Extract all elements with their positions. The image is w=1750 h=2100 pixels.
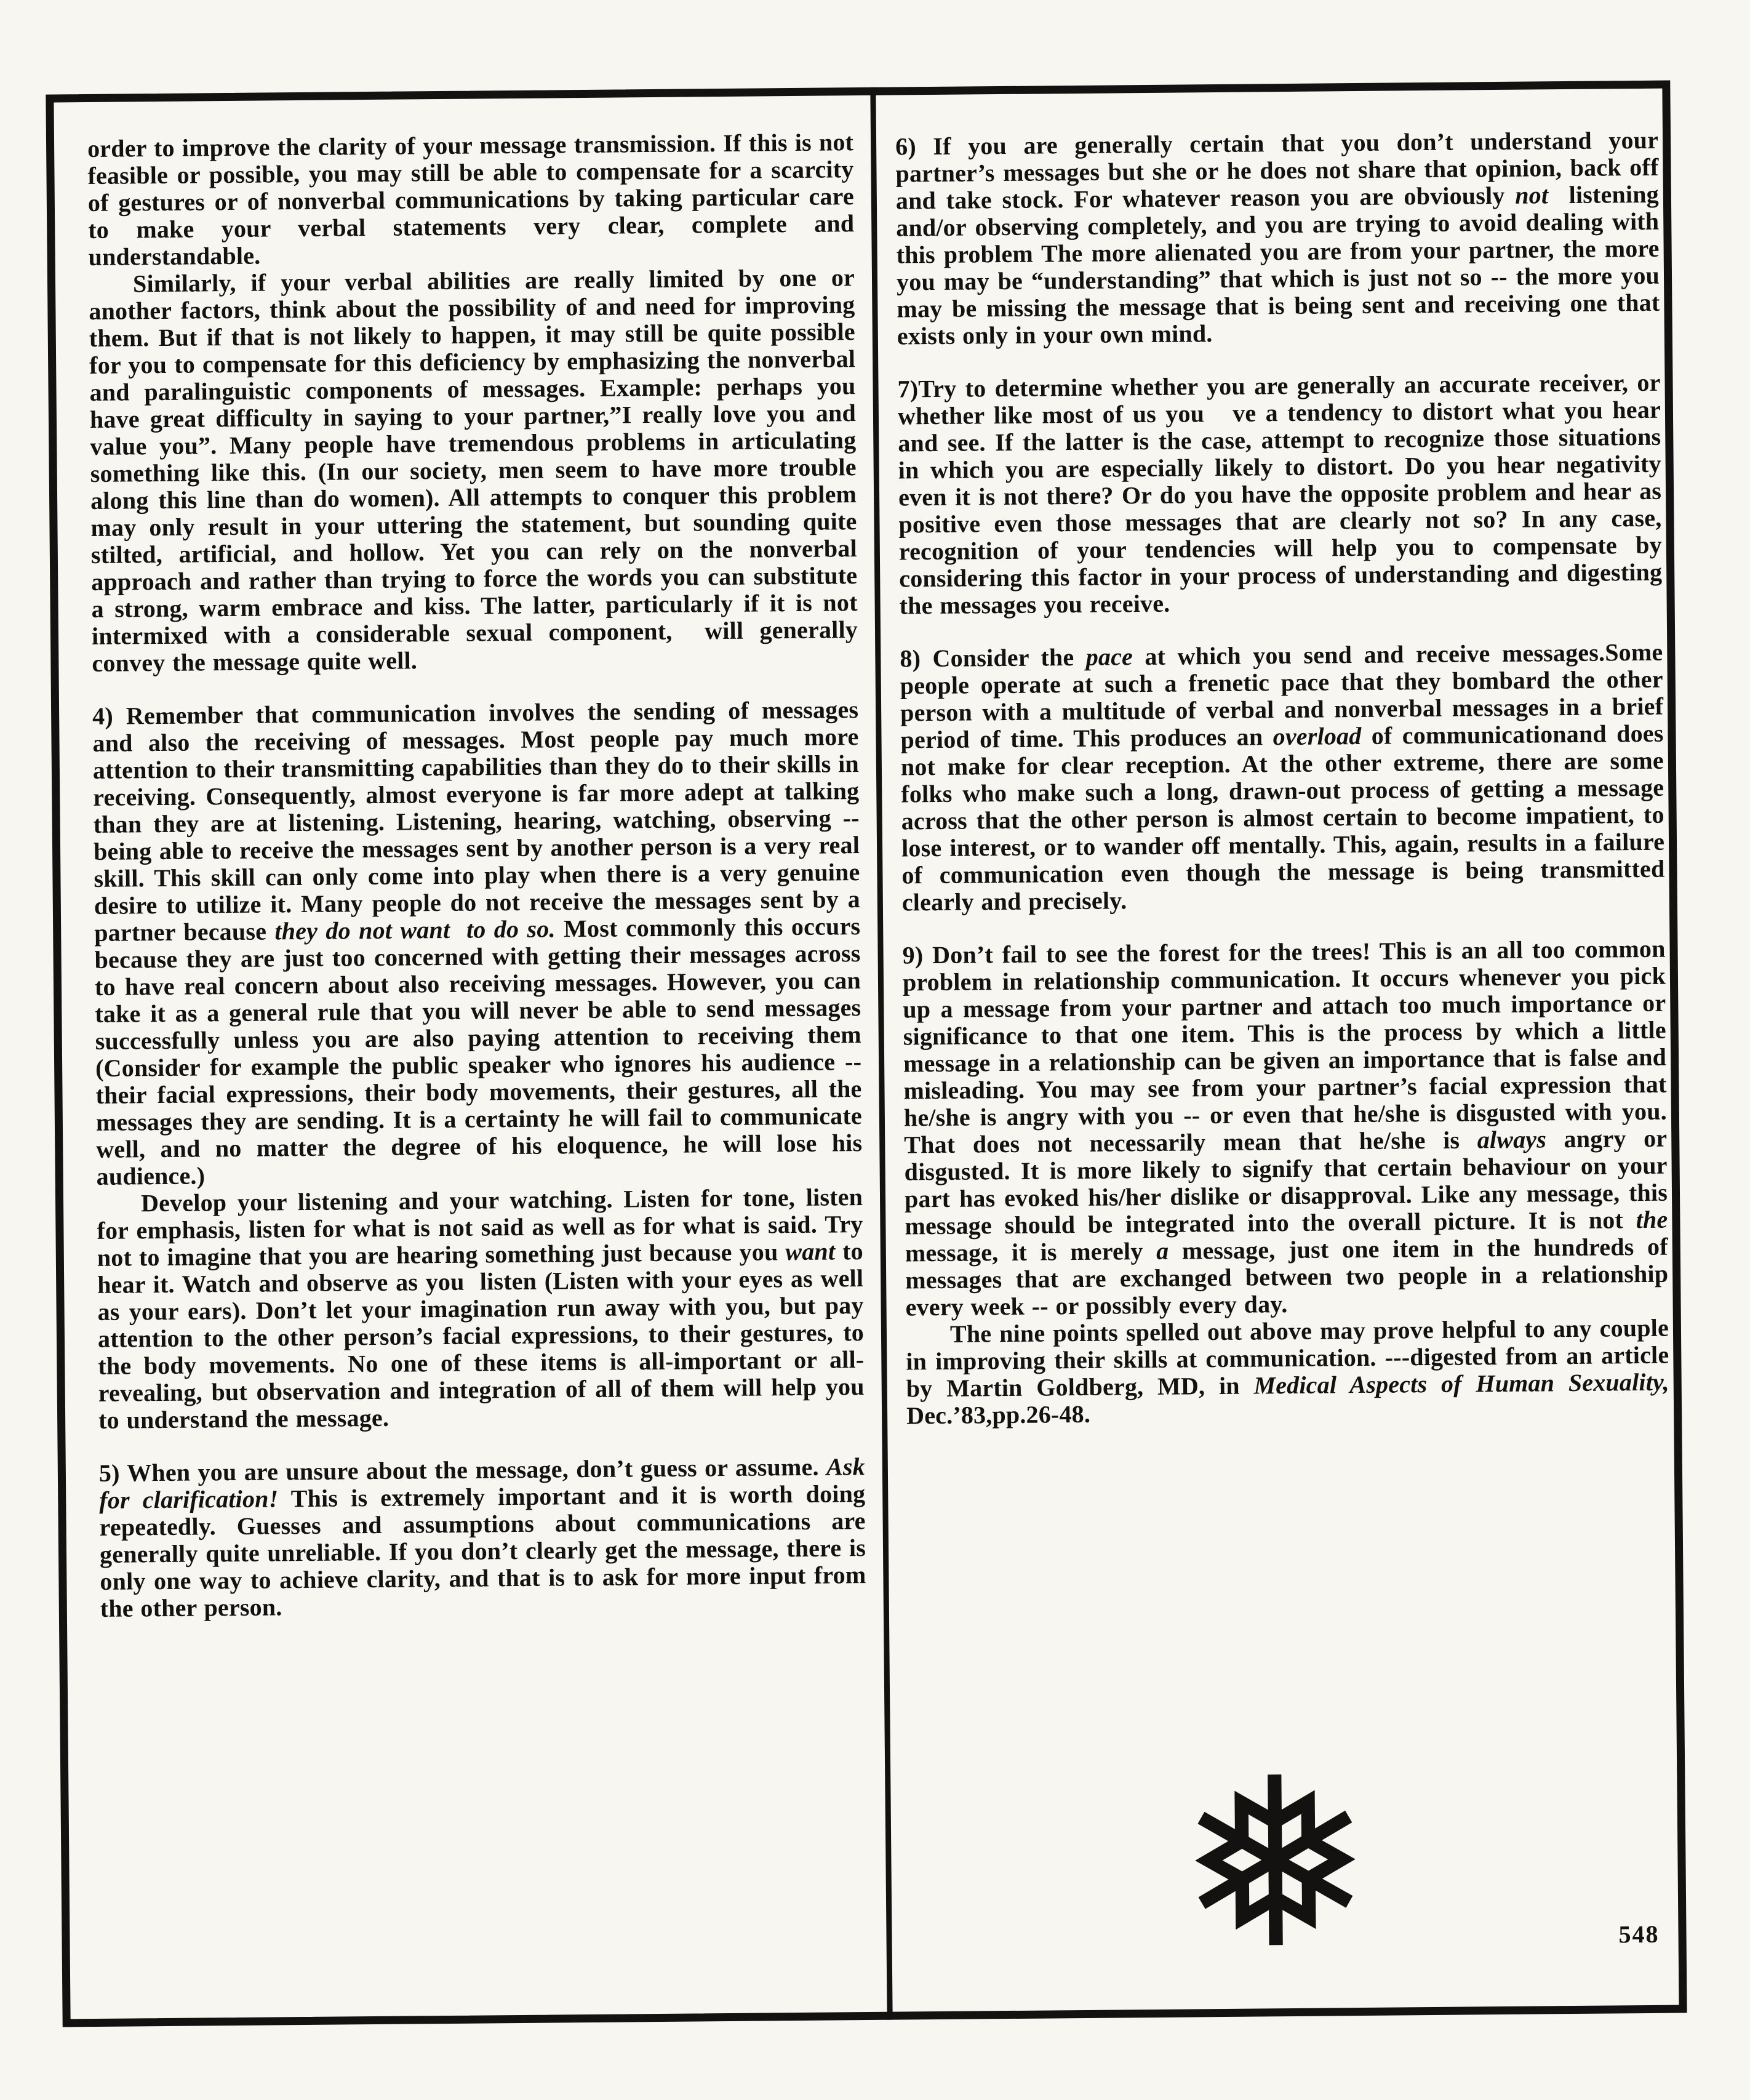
text-run: Most commonly this occurs because they are just too concerned with getting their messages across to have real concern about also receiving messages. However, you can take it as a general rule that you will never be able to send messages successfully unless you are also paying attention to receiving them (Consider for example the public speaker who ignores his audience -- their facial expressions, their body movements, their gestures, all the messages they are sending. It is a certainty he will fail to communicate well, and no matter the degree of his eloquence, he will lose his audience.) bbox=[94, 912, 863, 1190]
text-run: 7)Try to determine whether you are generally an accurate receiver, or whether like most of us you ve a tendency to distort what you hear and see. If the latter is the case, attempt to recognize those situations in which you are especially likely to distort. Do you hear negativity even it is not there? Or do you have the opposite problem and hear as positive even those messages that are clearly not so? In any case, recognition of your tendencies will help you to compensate by considering this factor in your process of understanding and digesting the messages you receive. bbox=[897, 368, 1663, 620]
text-run: message, it is merely bbox=[905, 1236, 1157, 1267]
right-column bbox=[895, 127, 1669, 1430]
paragraph bbox=[97, 1184, 865, 1434]
paragraph bbox=[900, 639, 1665, 916]
italic-text-run: they do not want to do so. bbox=[274, 915, 556, 945]
paragraph bbox=[895, 127, 1660, 350]
italic-text-run: want bbox=[785, 1237, 836, 1266]
italic-text-run: Medical Aspects of Human Sexuality, bbox=[1253, 1368, 1669, 1400]
column-divider-rule bbox=[870, 87, 892, 2020]
paragraph bbox=[92, 696, 863, 1190]
text-run: Dec.’83,pp.26-48. bbox=[906, 1400, 1091, 1430]
text-run: 4) Remember that communication involves the sending of messages and also the receiving of messages. Most people pay much more attention to their transmitting capabilities than they do to their skills in receiving. Consequently, almost everyone is far more adept at talking than they are at listening. Listening, hearing, watching, observing --being able to receive the messages sent by another person is a very real skill. This skill can only come into play when there is a very genuine desire to utilize it. Many people do not receive the messages sent by a partner because bbox=[92, 695, 861, 947]
text-run: This is extremely important and it is worth doing repeatedly. Guesses and assumptions about communications are generally quite unreliable. If you don’t clearly get the message, there is only one way to achieve clarity, and that is to ask for more input from the other person. bbox=[99, 1480, 866, 1622]
paragraph bbox=[906, 1315, 1669, 1430]
text-run: 8) Consider the bbox=[900, 643, 1086, 673]
text-run: 9) Don’t fail to see the forest for the trees! This is an all too common problem in relationship communication. It occurs whenever you pick up a message from your partner and attach too much importance or significance to that one item. This is the process by which a little message in a relationship can be given an importance that is false and misleading. You may see from your partner’s facial expression that he/she is angry with you -- or even that he/she is disgusted with you. That does not necessarily mean that he/she is bbox=[902, 934, 1668, 1159]
text-run: 5) When you are unsure about the message, don’t guess or assume. bbox=[98, 1453, 827, 1487]
paragraph bbox=[897, 369, 1662, 620]
italic-text-run: Ask for clarification! bbox=[99, 1453, 866, 1514]
text-run: message, just one item in the hundreds of messages that are exchanged between two people in a relationship every week -- or possibly every day. bbox=[905, 1232, 1669, 1321]
snowflake-icon: ❅ bbox=[1176, 1726, 1375, 2002]
paragraph bbox=[87, 129, 855, 271]
italic-text-run: the bbox=[1636, 1205, 1668, 1234]
text-run: Similarly, if your verbal abilities are really limited by one or another factors, think about the possibility of and need for improving them. But if that is not likely to happen, it may still be quite possible for you to compensate for this deficiency by emphasizing the nonverbal and paralinguistic components of messages. Example: perhaps you have great difficulty in saying to your partner,”I really love you and value you”. Many people have tremendous problems in articulating something like this. (In our society, men seem to have more trouble along this line than do women). All attempts to conquer this problem may only result in your uttering the statement, but sounding quite stilted, artificial, and hollow. Yet you can rely on the nonverbal approach and rather than trying to force the words you can substitute a strong, warm embrace and kiss. The latter, particularly if it is not intermixed with a considerable sexual component, will generally convey the message quite well. bbox=[89, 263, 858, 677]
page-number: 548 bbox=[1618, 1920, 1660, 1949]
text-run: Develop your listening and your watching. Listen for tone, listen for emphasis, listen for what is not said as well as for what is said. Try not to imagine that you are hearing something just because you bbox=[97, 1183, 863, 1272]
text-run: listening and/or observing completely, and you are trying to avoid dealing with this problem The more alienated you are from your partner, the more you may be “understanding” that which is just not so -- the more you may be missing the message that is being sent and receiving one that exists only in your own mind. bbox=[896, 180, 1660, 350]
italic-text-run: overload bbox=[1273, 721, 1362, 751]
text-run: to hear it. Watch and observe as you listen (Listen with your eyes as well as your ears). Don’t let your imagination run away with you, but pay attention to the other person’s facial expressions, to their gestures, to the body movements. No one of these items is all-important or all-revealing, but observation and integration of all of them will help you to understand the message. bbox=[97, 1237, 865, 1434]
italic-text-run: not bbox=[1515, 181, 1549, 209]
page-frame bbox=[46, 81, 1687, 2027]
text-run: of communicationand does not make for clear reception. At the other extreme, there are some folks who make such a long, drawn-out process of getting a message across that the other person is almost certain to become impatient, to lose interest, or to wander off mentally. This, again, results in a failure of communication even though the message is being transmitted clearly and precisely. bbox=[900, 719, 1665, 916]
text-run: at which you send and receive messages.Some people operate at such a frenetic pace that they bombard the other person with a multitude of verbal and nonverbal messages in a brief period of time. This produces an bbox=[900, 638, 1664, 754]
text-run: 6) If you are generally certain that you don’t understand your partner’s messages but she or he does not share that opinion, back off and take stock. For whatever reason you are obviously bbox=[895, 126, 1659, 215]
italic-text-run: a bbox=[1156, 1236, 1169, 1265]
paragraph bbox=[99, 1453, 866, 1622]
italic-text-run: pace bbox=[1085, 643, 1133, 671]
italic-text-run: always bbox=[1477, 1125, 1547, 1154]
text-run: angry or disgusted. It is more likely to signify that certain behaviour on your part has evoked his/her dislike or disapproval. Like any message, this message should be integrated into the overall picture. It is not bbox=[904, 1124, 1668, 1240]
paragraph bbox=[902, 936, 1668, 1321]
paragraph bbox=[89, 264, 858, 677]
text-run: The nine points spelled out above may prove helpful to any couple in improving their skills at communication. ---digested from an article by Martin Goldberg, MD, in bbox=[906, 1313, 1669, 1403]
left-column bbox=[87, 129, 866, 1622]
text-run: order to improve the clarity of your message transmission. If this is not feasible or possible, you may still be able to compensate for a scarcity of gestures or of nonverbal communications by taking particular care to make your verbal statements very clear, complete and understandable. bbox=[87, 128, 855, 271]
